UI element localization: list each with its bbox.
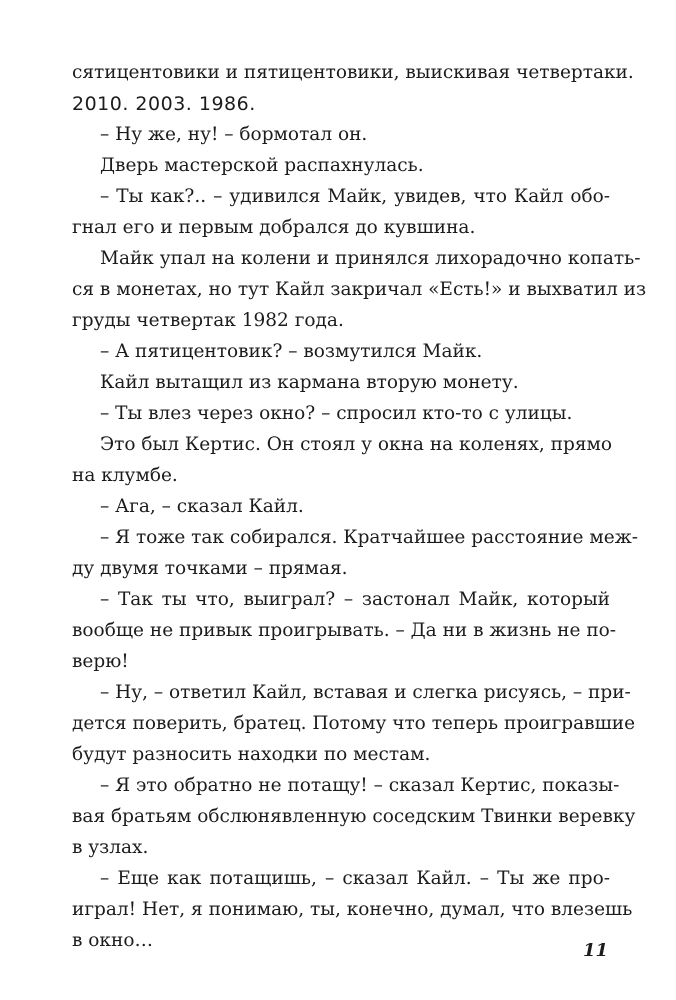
text-line: – Еще как потащишь, – сказал Кайл. – Ты же про- bbox=[100, 868, 610, 889]
text-line: – А пятицентовик? – возмутился Майк. bbox=[100, 341, 483, 362]
text-line: – Ага, – сказал Кайл. bbox=[100, 496, 304, 517]
text-line: играл! Нет, я понимаю, ты, конечно, думал, что влезешь bbox=[72, 899, 633, 920]
text-line: 2010. 2003. 1986. bbox=[72, 93, 256, 115]
text-line: вообще не привык проигрывать. – Да ни в жизнь не по- bbox=[72, 620, 617, 641]
text-line: ду двумя точками – прямая. bbox=[72, 558, 348, 579]
text-line: верю! bbox=[72, 651, 129, 672]
text-line: гнал его и первым добрался до кувшина. bbox=[72, 217, 476, 238]
page-number: 11 bbox=[582, 940, 608, 961]
text-line: Майк упал на колени и принялся лихорадочно копать- bbox=[100, 248, 641, 269]
text-line: – Ну же, ну! – бормотал он. bbox=[100, 124, 368, 145]
text-line: – Я это обратно не потащу! – сказал Кертис, показы- bbox=[100, 775, 620, 796]
text-line: вая братьям обслюнявленную соседским Твинки веревку bbox=[72, 806, 636, 827]
text-line: дется поверить, братец. Потому что теперь проигравшие bbox=[72, 713, 636, 734]
text-line: в окно… bbox=[72, 930, 153, 951]
text-line: – Так ты что, выиграл? – застонал Майк, который bbox=[100, 589, 610, 610]
text-line: сятицентовики и пятицентовики, выискивая четвертаки. bbox=[72, 62, 634, 83]
text-line: Кайл вытащил из кармана вторую монету. bbox=[100, 372, 519, 393]
text-line: ся в монетах, но тут Кайл закричал «Есть!» и выхватил из bbox=[72, 279, 647, 300]
text-line: груды четвертак 1982 года. bbox=[72, 310, 344, 331]
text-line: будут разносить находки по местам. bbox=[72, 744, 431, 765]
text-line: Дверь мастерской распахнулась. bbox=[100, 155, 424, 176]
text-line: в узлах. bbox=[72, 837, 149, 858]
text-line: на клумбе. bbox=[72, 465, 178, 486]
text-line: – Я тоже так собирался. Кратчайшее расстояние меж- bbox=[100, 527, 638, 548]
text-line: – Ты влез через окно? – спросил кто-то с улицы. bbox=[100, 403, 573, 424]
text-line: – Ну, – ответил Кайл, вставая и слегка рисуясь, – при- bbox=[100, 682, 631, 703]
text-line: Это был Кертис. Он стоял у окна на коленях, прямо bbox=[100, 434, 613, 455]
text-line: – Ты как?.. – удивился Майк, увидев, что Кайл обо- bbox=[100, 186, 610, 207]
